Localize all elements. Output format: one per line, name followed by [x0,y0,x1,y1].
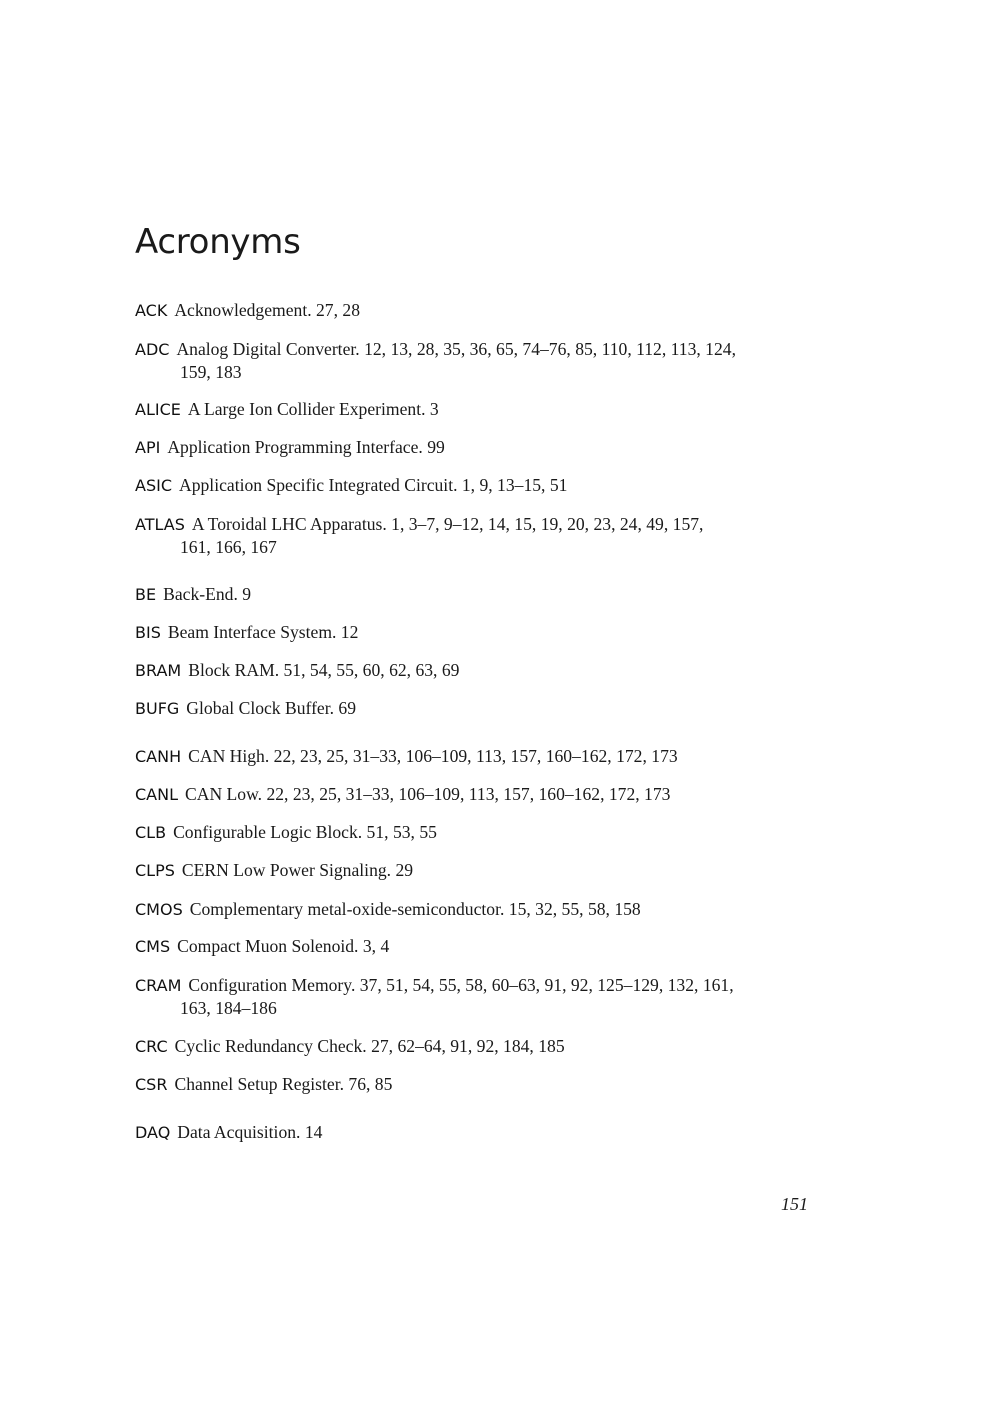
page-title: Acronyms [135,222,301,262]
glossary-entry-canl [135,783,835,806]
acronym-definition: Compact Muon Solenoid. 3, 4 [177,936,390,956]
glossary-entry-cmos [135,898,835,921]
acronym-term: ALICE [135,400,181,419]
acronym-definition: Application Programming Interface. 99 [167,437,445,457]
acronym-definition: CERN Low Power Signaling. 29 [181,860,414,880]
glossary-entry-adc [135,338,835,383]
glossary-entry-atlas [135,513,835,558]
glossary-entry-cms [135,935,835,958]
glossary-entry-crc [135,1035,835,1058]
acronym-term: CANH [135,747,182,766]
acronym-definition: Beam Interface System. 12 [167,622,359,642]
acronym-definition: Configurable Logic Block. 51, 53, 55 [173,822,437,842]
acronym-definition: A Large Ion Collider Experiment. 3 [187,399,439,419]
acronym-term: BUFG [135,699,180,718]
glossary-entry-bram [135,659,835,682]
acronym-definition: Analog Digital Converter. 12, 13, 28, 35, 36, 65, 74–76, 85, 110, 112, 113, 124, [176,339,736,359]
acronym-definition: CAN Low. 22, 23, 25, 31–33, 106–109, 113, 157, 160–162, 172, 173 [185,784,671,804]
acronym-term: ACK [135,301,168,320]
acronym-term: BIS [135,623,161,642]
acronym-term: CMS [135,937,171,956]
acronym-term: API [135,438,161,457]
glossary-entry-csr [135,1073,835,1096]
acronym-definition-continuation: 161, 166, 167 [180,537,277,557]
glossary-entry-alice [135,398,835,421]
acronym-definition-continuation: 159, 183 [180,362,242,382]
acronym-definition: Cyclic Redundancy Check. 27, 62–64, 91, 92, 184, 185 [174,1036,565,1056]
acronym-definition: A Toroidal LHC Apparatus. 1, 3–7, 9–12, 14, 15, 19, 20, 23, 24, 49, 157, [191,514,704,534]
page-number: 151 [781,1194,808,1214]
glossary-entry-api [135,436,835,459]
glossary-entry-asic [135,474,835,497]
acronym-definition: Channel Setup Register. 76, 85 [174,1074,393,1094]
glossary-entry-clps [135,859,835,882]
acronym-term: CLB [135,823,167,842]
acronym-definition: Complementary metal-oxide-semiconductor. 15, 32, 55, 58, 158 [189,899,641,919]
acronym-term: CLPS [135,861,175,880]
acronym-term: BRAM [135,661,182,680]
glossary-entry-cram [135,974,835,1019]
glossary-entry-be [135,583,835,606]
acronym-term: DAQ [135,1123,171,1142]
acronym-term: ADC [135,340,170,359]
acronym-term: ASIC [135,476,172,495]
acronym-definition: Back-End. 9 [163,584,252,604]
glossary-entry-canh [135,745,835,768]
acronym-definition: Global Clock Buffer. 69 [186,698,357,718]
acronym-term: BE [135,585,157,604]
acronym-term: CMOS [135,900,183,919]
acronym-definition: Data Acquisition. 14 [177,1122,323,1142]
acronym-definition-continuation: 163, 184–186 [180,998,277,1018]
acronym-term: CRAM [135,976,182,995]
glossary-entry-daq [135,1121,835,1144]
acronym-term: CSR [135,1075,168,1094]
glossary-entry-bis [135,621,835,644]
acronym-definition: Configuration Memory. 37, 51, 54, 55, 58, 60–63, 91, 92, 125–129, 132, 161, [188,975,734,995]
glossary-entry-bufg [135,697,835,720]
acronym-definition: Block RAM. 51, 54, 55, 60, 62, 63, 69 [188,660,460,680]
acronym-term: CANL [135,785,178,804]
acronym-term: CRC [135,1037,168,1056]
glossary-entry-ack [135,299,835,322]
acronym-definition: Acknowledgement. 27, 28 [174,300,360,320]
glossary-entry-clb [135,821,835,844]
acronym-term: ATLAS [135,515,185,534]
acronym-definition: CAN High. 22, 23, 25, 31–33, 106–109, 113, 157, 160–162, 172, 173 [188,746,678,766]
acronym-definition: Application Specific Integrated Circuit. 1, 9, 13–15, 51 [179,475,568,495]
